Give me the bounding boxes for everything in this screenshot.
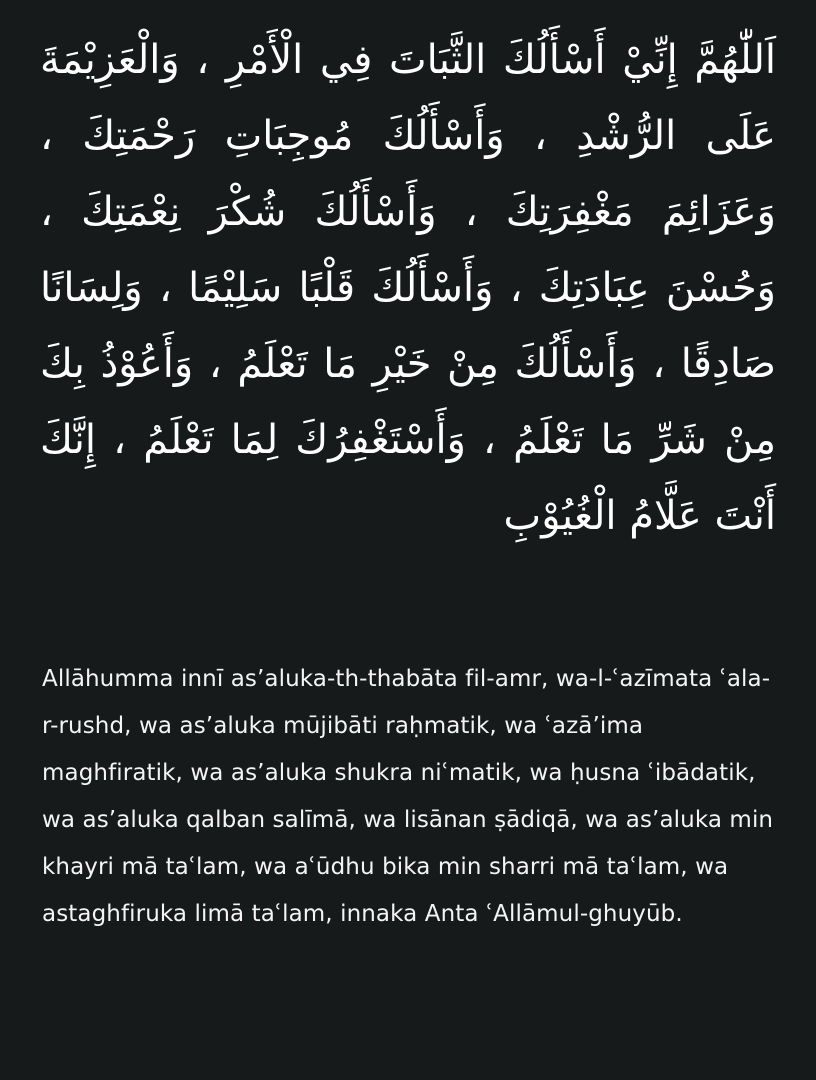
transliteration-text: Allāhumma innī as’aluka-th-thabāta fil-amr, wa-l-ʿazīmata ʿala-r-rushd, wa as’aluka mūjibāti raḥmatik, wa ʿazā’ima maghfiratik, wa as’aluka shukra niʿmatik, wa ḥusna ʿibādatik, wa as’aluka qalban salīmā, wa lisānan ṣādiqā, wa as’aluka min khayri mā taʿlam, wa aʿūdhu bika min sharri mā taʿlam, wa astaghfiruka limā taʿlam, innaka Anta ʿAllāmul-ghuyūb. bbox=[42, 666, 774, 927]
arabic-dua-text: اَللّٰهُمَّ إِنِّيْ أَسْأَلُكَ الثَّبَاتَ فِي الْأَمْرِ ، وَالْعَزِيْمَةَ عَلَى الرُّشْدِ ، وَأَسْأَلُكَ مُوجِبَاتِ رَحْمَتِكَ ، وَعَزَائِمَ مَغْفِرَتِكَ ، وَأَسْأَلُكَ شُكْرَ نِعْمَتِكَ ، وَحُسْنَ عِبَادَتِكَ ، وَأَسْأَلُكَ قَلْبًا سَلِيْمًا ، وَلِسَانًا صَادِقًا ، وَأَسْأَلُكَ مِنْ خَيْرِ مَا تَعْلَمُ ، وَأَعُوْذُ بِكَ مِنْ شَرِّ مَا تَعْلَمُ ، وَأَسْتَغْفِرُكَ لِمَا تَعْلَمُ ، إِنَّكَ أَنْتَ عَلَّامُ الْغُيُوْبِ bbox=[40, 37, 776, 539]
